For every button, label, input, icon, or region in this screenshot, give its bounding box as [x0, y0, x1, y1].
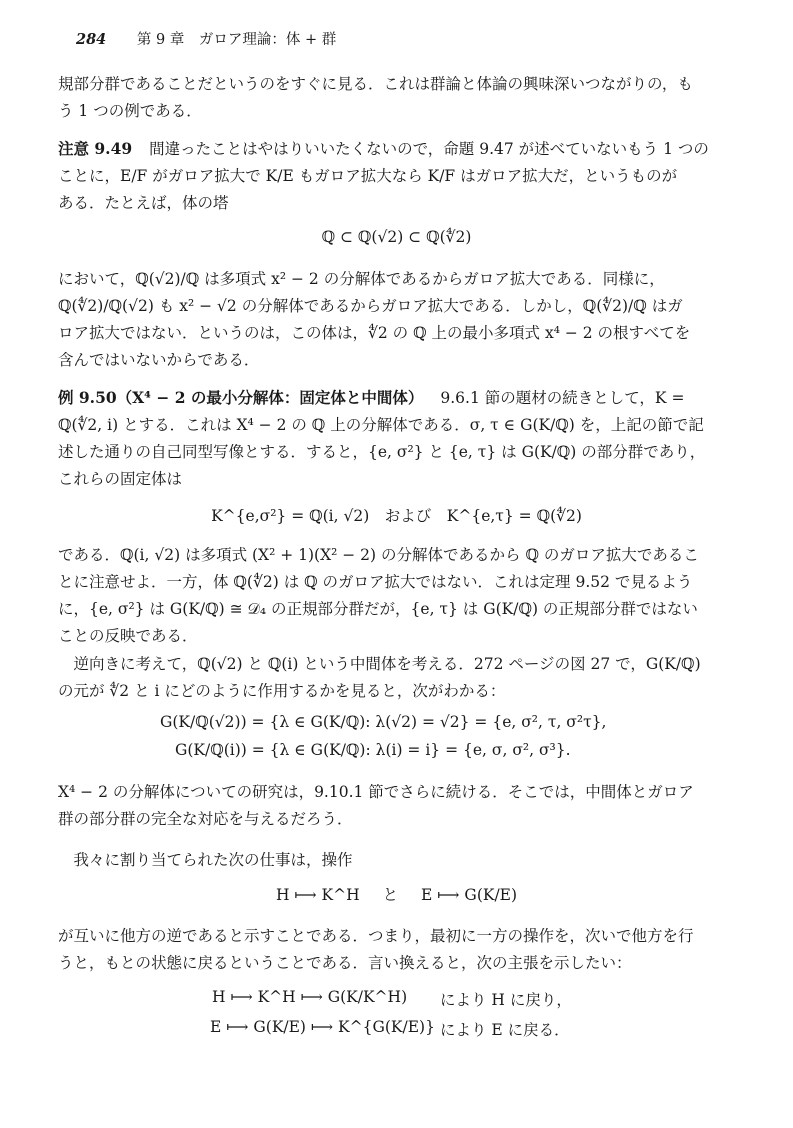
chapter-title: 第 9 章 ガロア理論：体 + 群 [136, 32, 337, 48]
field-tower-equation: ℚ ⊂ ℚ(√2) ⊂ ℚ(∜2) [321, 228, 472, 246]
note-after-1: において，ℚ(√2)/ℚ は多項式 x² − 2 の分解体であるからガロア拡大である．同様に， [58, 270, 665, 288]
example-para2-2: の元が ∜2 と i にどのように作用するかを見ると，次がわかる： [58, 682, 506, 700]
running-header [76, 28, 336, 49]
galois-group-equation-1: G(K/ℚ(√2)) = {λ ∈ G(K/ℚ): λ(√2) = √2} = {e, σ², τ, σ²τ}, [160, 713, 607, 731]
note-label: 注意 9.49 [58, 139, 133, 158]
task-line-2: うと，もとの状態に戻るということである．言い換えると，次の主張を示したい： [58, 954, 632, 972]
galois-group-equation-2: G(K/ℚ(i)) = {λ ∈ G(K/ℚ): λ(i) = i} = {e, σ, σ², σ³}. [175, 741, 571, 759]
task-intro: 我々に割り当てられた次の仕事は，操作 [58, 851, 353, 869]
example-line-3: 述した通りの自己同型写像とする．すると，{e, σ²} と {e, τ} は G(K/ℚ) の部分群であり， [58, 443, 706, 461]
page-number: 284 [76, 31, 107, 48]
note-after-3: ロア拡大ではない．というのは，この体は，∜2 の ℚ 上の最小多項式 x⁴ − 2 の根すべてを [58, 324, 691, 342]
note-text-1: 間違ったことはやはりいいたくないので，命題 9.47 が述べていないもう 1 つの [149, 140, 709, 158]
example-line-4: これらの固定体は [58, 470, 183, 488]
note-line-2: ことに，E/F がガロア拡大で K/E もガロア拡大なら K/F はガロア拡大だ，というものが [58, 167, 678, 185]
note-after-4: 含んではいないからである． [58, 351, 260, 369]
example-after-3: に，{e, σ²} は G(K/ℚ) ≅ 𝒟₄ の正規部分群だが，{e, τ} は G(K/ℚ) の正規部分群ではない [58, 600, 698, 618]
example-after-4: ことの反映である． [58, 627, 198, 645]
task-line-1: が互いに他方の逆であると示すことである．つまり，最初に一方の操作を，次いで他方を行 [58, 927, 694, 945]
claim-1-text: により H に戻り， [440, 991, 572, 1009]
example-after-1: である．ℚ(i, √2) は多項式 (X² + 1)(X² − 2) の分解体であるから ℚ のガロア拡大であるこ [58, 546, 699, 564]
example-closing-2: 群の部分群の完全な対応を与えるだろう． [58, 810, 353, 828]
note-line-3: ある．たとえば，体の塔 [58, 194, 229, 212]
claim-2-text: により E に戻る． [440, 1021, 570, 1039]
note-after-2: ℚ(∜2)/ℚ(√2) も x² − √2 の分解体であるからガロア拡大である．しかし，ℚ(∜2)/ℚ はガ [58, 297, 683, 315]
map-left: H ⟼ K^H [275, 886, 360, 904]
example-first-text: 9.6.1 節の題材の続きとして，K = [440, 389, 685, 407]
example-closing-1: X⁴ − 2 の分解体についての研究は，9.10.1 節でさらに続ける．そこでは，中間体とガロア [58, 783, 694, 801]
example-line-1 [58, 386, 684, 408]
claim-1-math: H ⟼ K^H ⟼ G(K/K^H) [212, 988, 408, 1006]
intro-line-2: う 1 つの例である． [58, 102, 202, 120]
example-after-2: とに注意せよ．一方，体 ℚ(∜2) は ℚ のガロア拡大ではない．これは定理 9.52 で見るよう [58, 573, 693, 591]
example-para2-1: 逆向きに考えて，ℚ(√2) と ℚ(i) という中間体を考える．272 ページの図 27 で，G(K/ℚ) [58, 655, 701, 673]
intro-line-1: 規部分群であることだというのをすぐに見る．これは群論と体論の興味深いつながりの，も [58, 75, 693, 93]
map-right: E ⟼ G(K/E) [421, 886, 518, 904]
map-pair-equation [0, 883, 793, 905]
fixed-field-equation: K^{e,σ²} = ℚ(i, √2) および K^{e,τ} = ℚ(∜2) [211, 507, 582, 525]
note-line-1 [58, 137, 709, 159]
claim-2-math: E ⟼ G(K/E) ⟼ K^{G(K/E)} [210, 1018, 435, 1036]
map-and: と [382, 886, 399, 904]
example-line-2: ℚ(∜2, i) とする．これは X⁴ − 2 の ℚ 上の分解体である．σ, τ ∈ G(K/ℚ) を，上記の節で記 [58, 416, 704, 434]
example-label: 例 9.50（X⁴ − 2 の最小分解体：固定体と中間体） [58, 388, 424, 407]
